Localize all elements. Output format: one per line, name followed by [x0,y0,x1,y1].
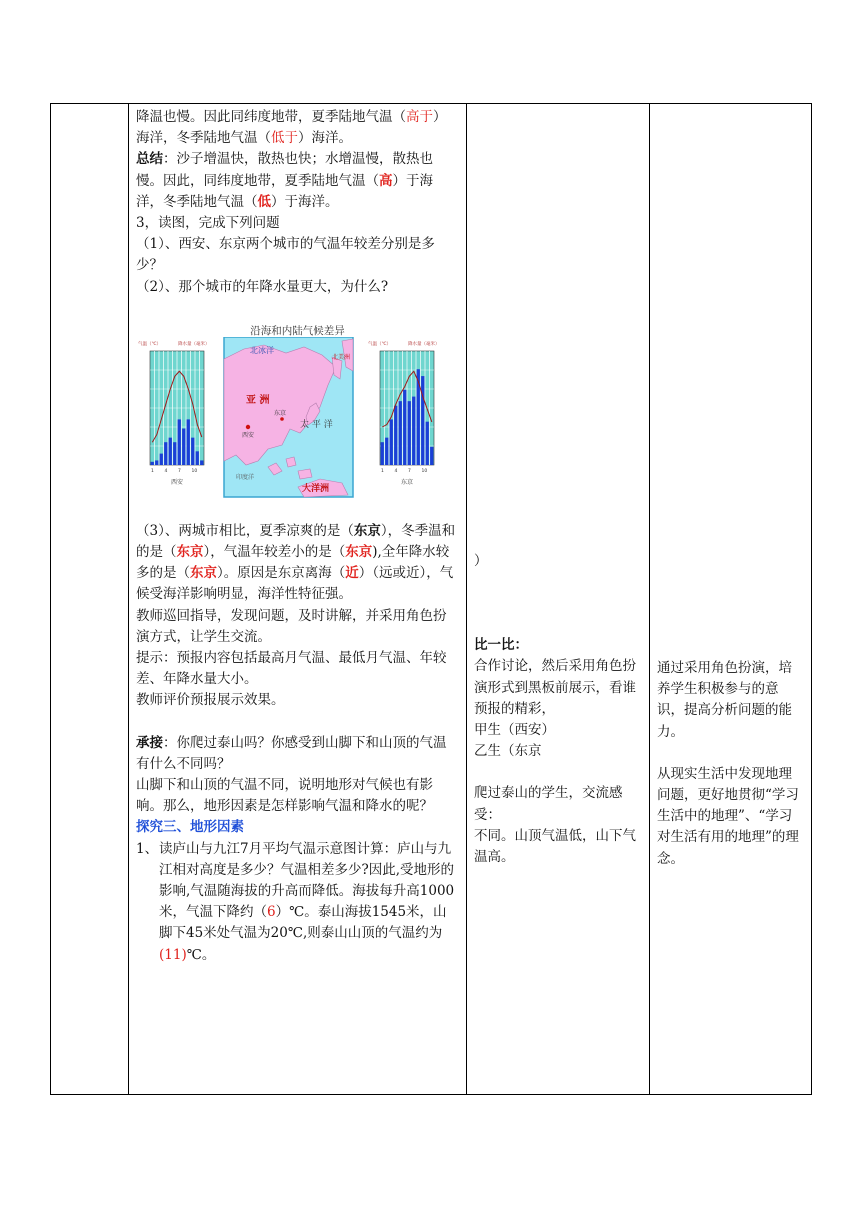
label-north-sea: 北冰洋 [250,345,274,355]
label-oceania: 大洋洲 [302,483,330,494]
temp-axis-label: 气温（℃） [368,341,392,347]
precip-bar [408,401,411,465]
xian-chart [138,340,210,486]
col-3-cell [467,104,650,1095]
asia-map [224,337,353,497]
precip-bar [169,437,172,464]
precip-bar [385,437,388,464]
tokyo-dot [280,417,284,421]
climb-answer: 不同。山顶气温低，山下气温高。 [474,827,636,866]
student-a: 甲生（西安） [474,722,555,739]
precip-bar [381,442,384,465]
explore-3-heading: 探究三、地形因素 [136,819,244,836]
tokyo-chart [368,340,440,486]
col-4-cell [650,104,812,1095]
climate-figure-svg [136,337,460,522]
label-na: 北美洲 [332,353,351,361]
month-tick: 1 [381,468,384,474]
mountain-paragraph: 山脚下和山顶的气温不同，说明地形对气候也有影响。那么，地形因素是怎样影响气温和降水的呢？ [136,777,433,815]
precip-bar [191,437,194,464]
precip-bar [421,376,424,465]
month-tick: 10 [191,468,198,474]
month-tick: 1 [151,468,154,474]
climate-figure [136,321,459,521]
precip-bar [394,406,397,465]
precip-bar [412,396,415,464]
month-tick: 4 [394,468,398,474]
precip-bar [187,419,190,465]
precip-bar [399,401,402,465]
label-pacific: 太 平 洋 [300,419,333,430]
month-tick: 4 [164,468,168,474]
precip-bar [196,451,199,465]
teacher-guide: 教师巡回指导，发现问题，及时讲解，并采用角色扮演方式，让学生交流。 [136,607,447,645]
precip-bar [200,460,203,465]
col-1-cell [51,104,129,1095]
precip-bar [390,419,393,465]
precip-bar [182,428,185,464]
precip-bar [160,453,163,464]
compare-text: 合作讨论，然后采用角色扮演形式到黑板前展示，看谁预报的精彩， [474,658,636,717]
city-label: 东京 [401,478,414,486]
question-3-2: （2）、那个城市的年降水量更大，为什么? [136,278,389,295]
city-label: 西安 [171,478,184,486]
closing-paren: ） [474,553,488,569]
precip-bar [403,390,406,465]
precip-bar [430,447,433,465]
precip-bar [155,460,158,465]
figure-title: 沿海和内陆气候差异 [250,324,345,337]
paragraph-1: 降温也慢。因此同纬度地带，夏季陆地气温（高于）海洋，冬季陆地气温（低于）海洋。 [136,109,447,147]
summary-paragraph: 总结：沙子增温快，散热也快；水增温慢，散热也慢。因此，同纬度地带，夏季陆地气温（高）于海洋，冬季陆地气温（低）于海洋。 [136,151,433,210]
month-tick: 7 [178,468,181,474]
label-tokyo: 东京 [274,409,287,417]
life-purpose: 从现实生活中发现地理问题，更好地贯彻“学习生活中的地理”、“学习对生活有用的地理”的理念。 [657,765,799,867]
temp-axis-label: 气温（℃） [138,341,162,347]
transition-paragraph: 承接：你爬过泰山吗？你感受到山脚下和山顶的气温有什么不同吗？ [136,734,447,772]
question-3-3: （3）、两城市相比，夏季凉爽的是（东京），冬季温和的是（东京），气温年较差小的是（东京),全年降水较多的是（东京）。原因是东京离海（近）（远或近），气候受海洋影响明显，海洋性特征强。 [136,522,456,603]
lesson-table [50,103,812,1095]
xian-dot [246,425,250,429]
question-3: 3，读图，完成下列问题 [136,215,280,232]
precip-bar [426,422,429,465]
question-3-1: （1）、西安、东京两个城市的气温年较差分别是多少？ [136,236,435,274]
item-1: 1、读庐山与九江7月平均气温示意图计算：庐山与九江相对高度是多少？气温相差多少?因此,受地形的影响,气温随海拔的升高而降低。海拔每升高1000米，气温下降约（6）℃。泰山海拔1545米，山脚下45米处气温为20℃,则泰山山顶的气温约为(11)℃。 [136,840,455,963]
precip-bar [151,462,154,465]
precip-bar [178,419,181,465]
label-asia: 亚 洲 [246,394,270,406]
label-xian: 西安 [242,431,255,439]
teacher-eval: 教师评价预报展示效果。 [136,692,285,709]
climb-text: 爬过泰山的学生，交流感受： [474,785,623,823]
precip-bar [164,442,167,465]
compare-heading: 比一比： [474,637,528,654]
student-b: 乙生（东京 [474,743,542,760]
col-2-cell [129,104,467,1095]
month-tick: 7 [408,468,411,474]
role-play-purpose: 通过采用角色扮演，培养学生积极参与的意识，提高分析问题的能力。 [657,660,792,740]
precip-axis-label: 降水量（毫米） [178,341,210,347]
month-tick: 10 [421,468,428,474]
precip-bar [173,442,176,465]
precip-axis-label: 降水量（毫米） [408,341,440,347]
hint: 提示：预报内容包括最高月气温、最低月气温、年较差、年降水量大小。 [136,650,447,688]
label-indian: 印度洋 [236,473,255,481]
